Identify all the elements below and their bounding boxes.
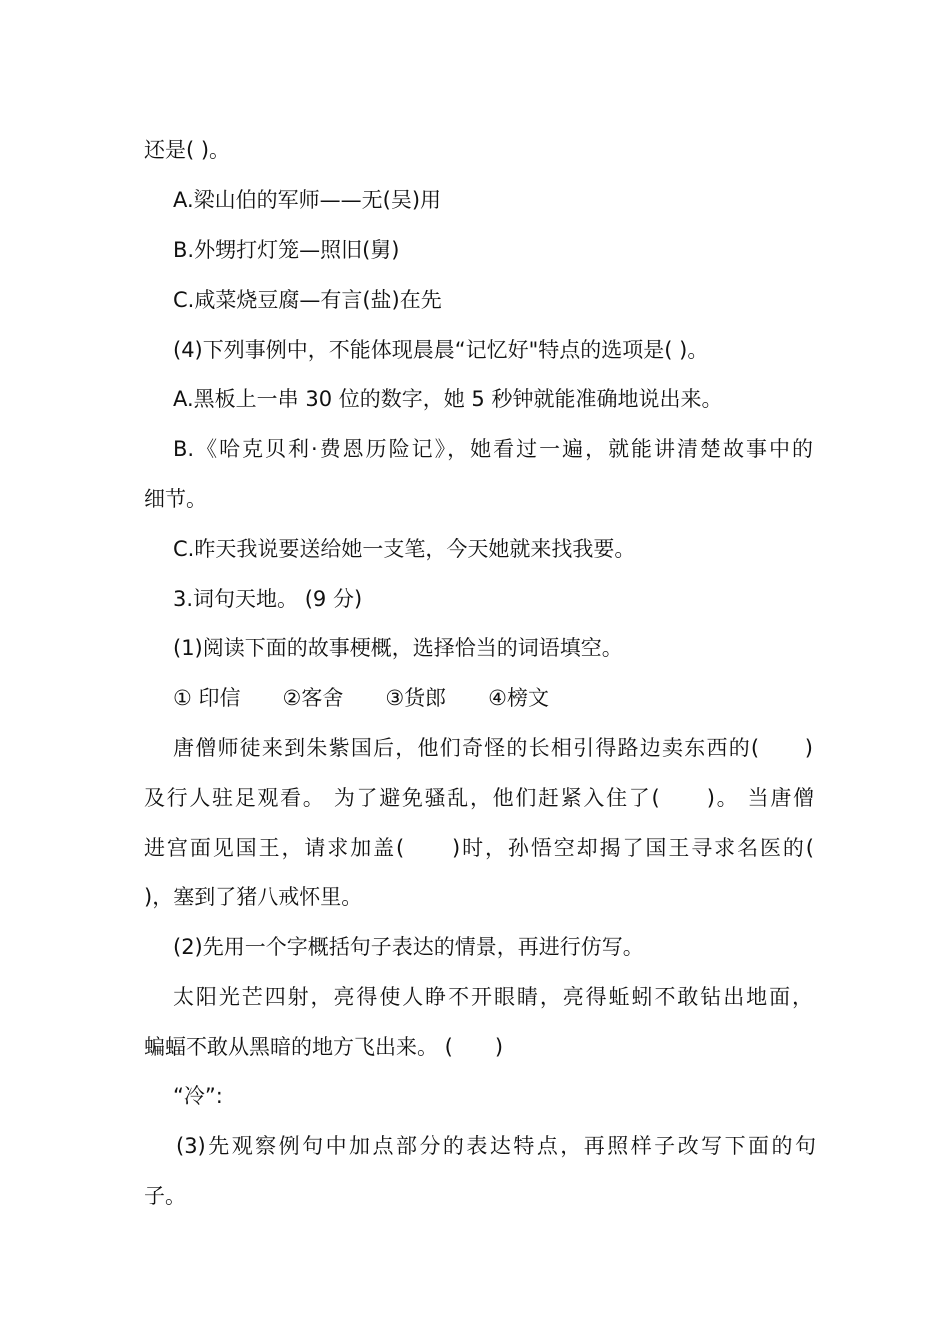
- option-a-line: A.梁山伯的军师——无(吴)用: [173, 188, 442, 212]
- story-line: 唐僧师徒来到朱紫国后，他们奇怪的长相引得路边卖东西的( ): [173, 736, 813, 760]
- question-1-line: (1)阅读下面的故事梗概，选择恰当的词语填空。: [173, 636, 623, 660]
- option-a-line: A.黑板上一串 30 位的数字，她 5 秒钟就能准确地说出来。: [173, 387, 723, 411]
- example-sentence-line: 蝙蝠不敢从黑暗的地方飞出来。 ( ): [144, 1035, 504, 1059]
- option-b-line: B.外甥打灯笼—照旧(舅): [173, 238, 400, 262]
- text-line: 子。: [144, 1184, 186, 1208]
- section-3-heading: 3.词句天地。 (9 分): [173, 587, 363, 611]
- story-line: 及行人驻足观看。 为了避免骚乱，他们赶紧入住了( )。 当唐僧: [144, 786, 814, 810]
- question-2-line: (2)先用一个字概括句子表达的情景，再进行仿写。: [173, 935, 644, 959]
- story-line: 进宫面见国王，请求加盖( )时，孙悟空却揭了国王寻求名医的(: [144, 836, 814, 860]
- cold-prompt-line: “冷”:: [173, 1084, 223, 1108]
- option-b-line: B.《哈克贝利·费恩历险记》，她看过一遍，就能讲清楚故事中的: [173, 437, 813, 461]
- option-c-line: C.昨天我说要送给她一支笔，今天她就来找我要。: [173, 537, 636, 561]
- option-c-line: C.咸菜烧豆腐—有言(盐)在先: [173, 288, 442, 312]
- story-line: )，塞到了猪八戒怀里。: [144, 885, 363, 909]
- text-line: 还是( )。: [144, 138, 231, 162]
- question-3-line: (3)先观察例句中加点部分的表达特点，再照样子改写下面的句: [176, 1134, 816, 1158]
- example-sentence-line: 太阳光芒四射，亮得使人睁不开眼睛，亮得蚯蚓不敢钻出地面，: [173, 985, 813, 1009]
- question-4-line: (4)下列事例中，不能体现晨晨“记忆好"特点的选项是( )。: [173, 338, 709, 362]
- text-line: 细节。: [144, 487, 207, 511]
- word-choices-line: ① 印信 ②客舍 ③货郎 ④榜文: [173, 686, 549, 710]
